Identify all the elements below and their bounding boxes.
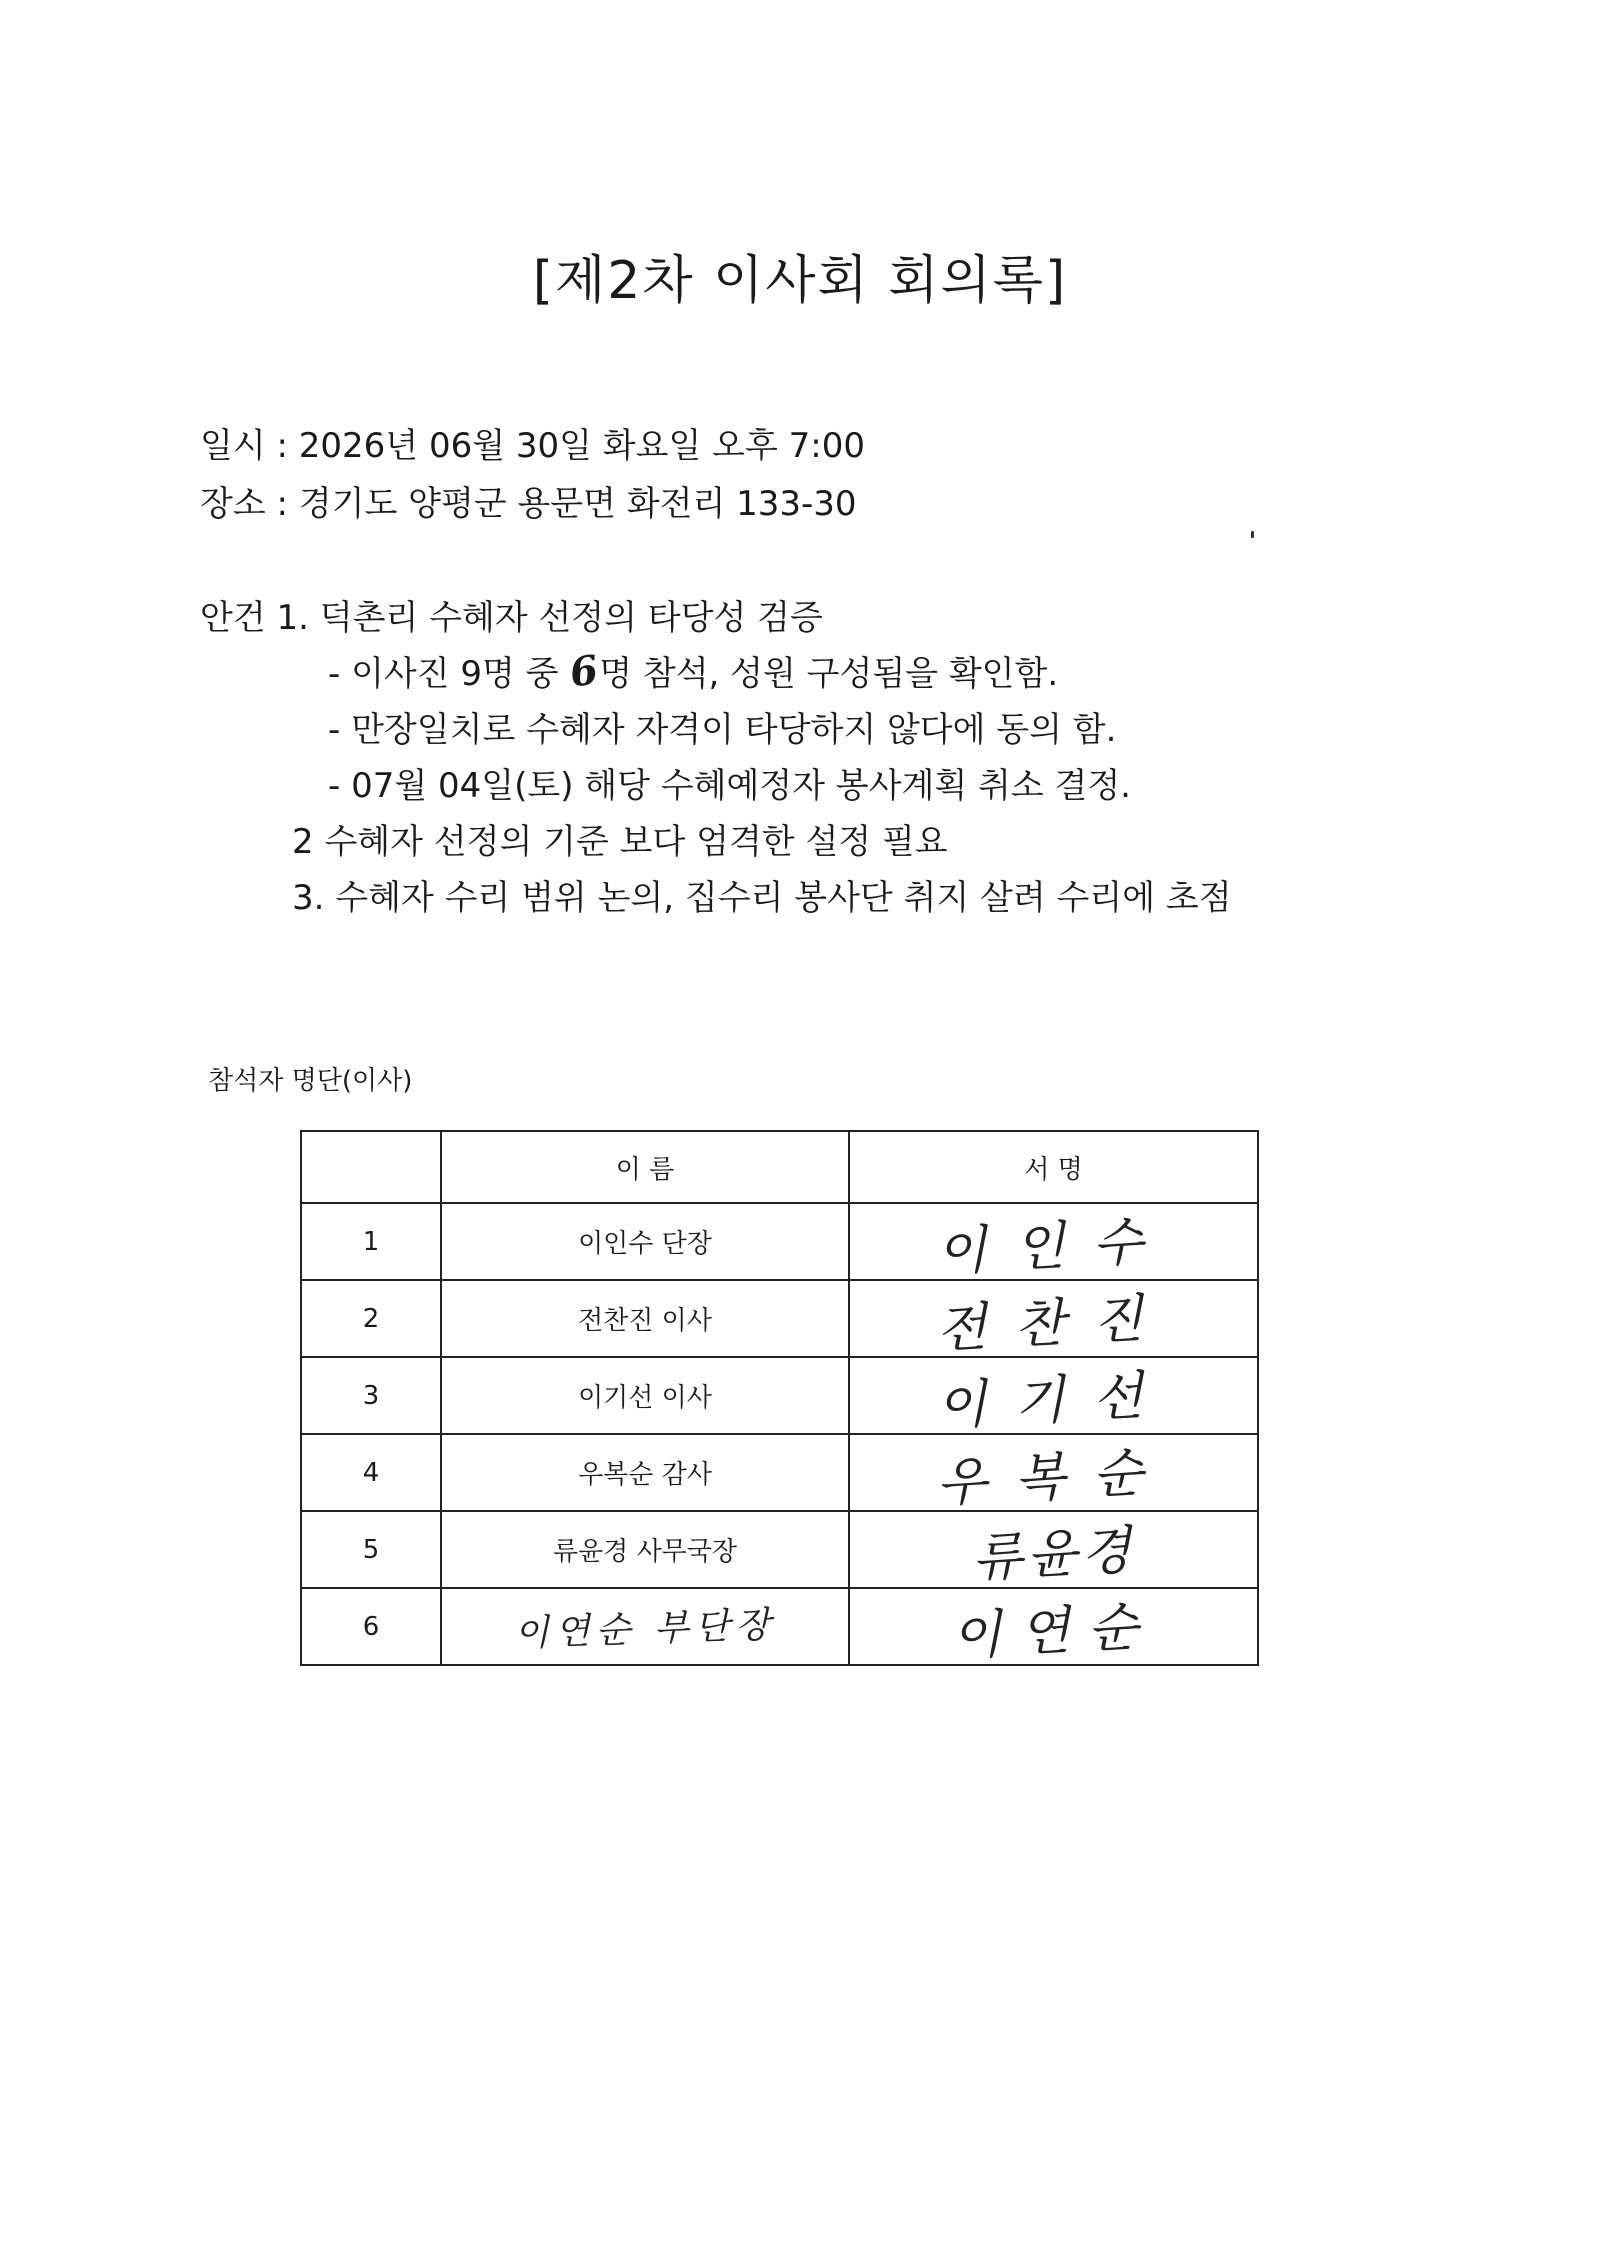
handwritten-signature: 우복순 [935, 1441, 1173, 1515]
datetime-separator: : [276, 426, 299, 466]
agenda-item-1-text: 1. 덕촌리 수혜자 선정의 타당성 검증 [276, 598, 823, 638]
table-row [301, 1280, 1258, 1357]
agenda-sub-1-after: 명 참석, 성원 구성됨을 확인함. [599, 654, 1059, 694]
header-signature: 서 명 [849, 1131, 1258, 1203]
agenda-item-1 [200, 590, 823, 639]
row-signature [849, 1203, 1258, 1284]
row-name: 류윤경 사무국장 [441, 1511, 849, 1588]
place-separator: : [276, 484, 299, 524]
handwritten-signature: 이기선 [935, 1364, 1173, 1438]
handwritten-signature: 전찬진 [935, 1287, 1173, 1361]
handwritten-signature: 이인수 [935, 1210, 1173, 1284]
row-number: 6 [301, 1588, 441, 1665]
handwritten-signature: 류윤경 [970, 1520, 1137, 1590]
row-signature [849, 1357, 1258, 1438]
agenda-item-2: 2 수혜자 선정의 기준 보다 엄격한 설정 필요 [292, 822, 948, 862]
document-title: [제2차 이사회 회의록] [532, 251, 1068, 311]
header-name: 이 름 [441, 1131, 849, 1203]
meeting-place [200, 476, 857, 525]
agenda-label: 안건 [200, 598, 266, 638]
row-name: 이기선 이사 [441, 1357, 849, 1434]
meeting-datetime [200, 418, 865, 467]
table-header-row [301, 1131, 1258, 1203]
row-number: 2 [301, 1280, 441, 1357]
place-value: 경기도 양평군 용문면 화전리 133-30 [298, 484, 857, 524]
table-row [301, 1434, 1258, 1511]
datetime-value: 2026년 06월 30일 화요일 오후 7:00 [298, 426, 865, 466]
attendees-label: 참석자 명단(이사) [208, 1066, 413, 1096]
table-row [301, 1203, 1258, 1280]
row-signature [849, 1434, 1258, 1515]
row-number: 3 [301, 1357, 441, 1434]
row-name [441, 1588, 849, 1665]
row-name: 전찬진 이사 [441, 1280, 849, 1357]
row-signature [849, 1280, 1258, 1361]
row-number: 1 [301, 1203, 441, 1280]
scan-speck [1251, 531, 1254, 538]
row-signature [849, 1588, 1258, 1668]
row-name: 이인수 단장 [441, 1203, 849, 1280]
handwritten-name: 이연순 부단장 [513, 1604, 777, 1655]
row-number: 5 [301, 1511, 441, 1588]
table-row [301, 1511, 1258, 1588]
place-label: 장소 [200, 484, 266, 524]
agenda-item-3: 3. 수혜자 수리 범위 논의, 집수리 봉사단 취지 살려 수리에 초점 [292, 878, 1232, 918]
row-signature [849, 1511, 1258, 1588]
table-row [301, 1588, 1258, 1665]
table-row [301, 1357, 1258, 1434]
agenda-sub-3: - 07월 04일(토) 해당 수혜예정자 봉사계획 취소 결정. [328, 766, 1131, 806]
handwritten-signature: 이연순 [949, 1596, 1158, 1668]
handwritten-number: 6 [567, 646, 602, 697]
attendee-table [300, 1130, 1259, 1666]
header-no [301, 1131, 441, 1203]
datetime-label: 일시 [200, 426, 266, 466]
agenda-sub-1-before: - 이사진 9명 중 [328, 654, 570, 694]
row-name: 우복순 감사 [441, 1434, 849, 1511]
row-number: 4 [301, 1434, 441, 1511]
agenda-sub-2: - 만장일치로 수혜자 자격이 타당하지 않다에 동의 함. [328, 710, 1117, 750]
agenda-sub-1 [328, 646, 1058, 695]
